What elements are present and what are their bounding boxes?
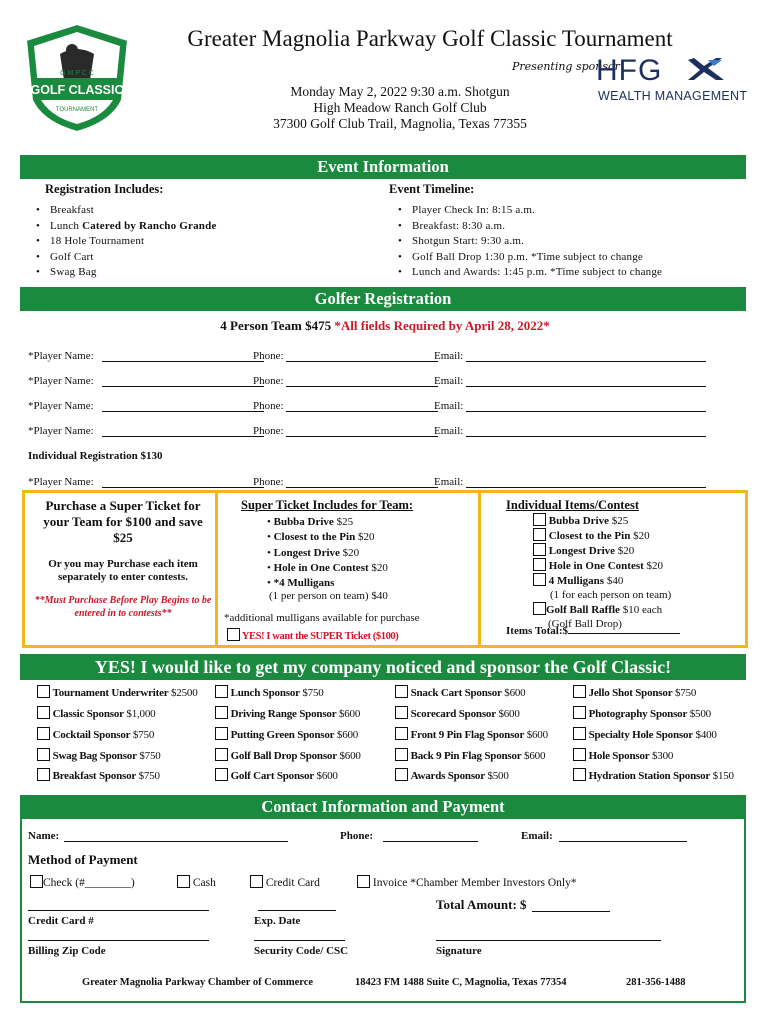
- total-amount-field[interactable]: [532, 911, 610, 912]
- check-checkbox[interactable]: [30, 875, 43, 888]
- player-name-field[interactable]: [102, 361, 264, 362]
- sponsor-option[interactable]: Swag Bag Sponsor $750: [37, 748, 161, 762]
- sponsor-checkbox[interactable]: [215, 768, 228, 781]
- sponsor-option[interactable]: Jello Shot Sponsor $750: [573, 685, 696, 699]
- items-total-field[interactable]: [568, 633, 680, 634]
- item-checkbox[interactable]: [533, 513, 546, 526]
- list-item: • Lunch and Awards: 1:45 p.m. *Time subject to change: [398, 265, 662, 281]
- super-ticket-checkbox-row[interactable]: YES! I want the SUPER Ticket ($100): [227, 628, 398, 644]
- contact-phone-field[interactable]: [383, 841, 478, 842]
- player-name-field[interactable]: [102, 436, 264, 437]
- sponsor-checkbox[interactable]: [215, 748, 228, 761]
- sponsor-checkbox[interactable]: [395, 727, 408, 740]
- phone-field[interactable]: [286, 411, 438, 412]
- required-note: *All fields Required by April 28, 2022*: [334, 318, 550, 333]
- contact-email-field[interactable]: [559, 841, 687, 842]
- email-field[interactable]: [466, 361, 706, 362]
- payment-credit-option[interactable]: Credit Card: [250, 875, 320, 889]
- sponsor-logo-text: HFG: [596, 54, 663, 87]
- sponsor-checkbox[interactable]: [395, 768, 408, 781]
- golfer-registration-bar: Golfer Registration: [20, 287, 746, 311]
- player-name-field[interactable]: [102, 487, 264, 488]
- method-of-payment-heading: Method of Payment: [28, 852, 138, 867]
- sponsor-option[interactable]: Driving Range Sponsor $600: [215, 706, 360, 720]
- event-details: [240, 84, 560, 132]
- signature-field[interactable]: [436, 940, 661, 941]
- list-item[interactable]: Hole in One Contest $20: [533, 558, 671, 573]
- email-field[interactable]: [466, 436, 706, 437]
- sponsor-option[interactable]: Golf Ball Drop Sponsor $600: [215, 748, 361, 762]
- super-ticket-offer: Purchase a Super Ticket for your Team for $100 and save $25 Or you may Purchase each item separately to enter contests. **Must Purchase Before Play Begins to be entered in to contests**: [34, 498, 212, 619]
- sponsor-checkbox[interactable]: [37, 748, 50, 761]
- list-item: • Golf Ball Drop 1:30 p.m. *Time subject to change: [398, 250, 662, 266]
- sponsor-option[interactable]: Tournament Underwriter $2500: [37, 685, 198, 699]
- list-item: • Longest Drive $20: [267, 546, 360, 559]
- sponsor-checkbox[interactable]: [215, 727, 228, 740]
- individual-registration-title: Individual Registration $130: [28, 450, 163, 462]
- sponsor-option[interactable]: Specialty Hole Sponsor $400: [573, 727, 717, 741]
- sponsor-checkbox[interactable]: [37, 768, 50, 781]
- payment-check-option[interactable]: Check (#________): [30, 875, 135, 889]
- svg-text:GOLF CLASSIC: GOLF CLASSIC: [30, 83, 124, 97]
- contact-name-field[interactable]: [64, 841, 288, 842]
- player-row-4: *Player Name: Phone: Email:: [28, 423, 706, 439]
- sponsor-option[interactable]: Hydration Station Sponsor $150: [573, 768, 734, 782]
- event-timeline-list: [398, 203, 662, 281]
- player-row-1: *Player Name: Phone: Email:: [28, 348, 706, 364]
- security-code-label: Security Code/ CSC: [254, 945, 349, 957]
- phone-field[interactable]: [286, 436, 438, 437]
- sponsor-option[interactable]: Front 9 Pin Flag Sponsor $600: [395, 727, 548, 741]
- email-field[interactable]: [466, 411, 706, 412]
- list-item: • *4 Mulligans: [267, 577, 335, 590]
- email-label: Email:: [521, 830, 553, 842]
- event-venue: High Meadow Ranch Golf Club: [313, 100, 487, 115]
- sponsor-checkbox[interactable]: [573, 768, 586, 781]
- email-field[interactable]: [466, 487, 706, 488]
- list-item: • Swag Bag: [36, 265, 217, 281]
- individual-player-row: *Player Name: Phone: Email:: [28, 474, 706, 490]
- sponsor-option[interactable]: Awards Sponsor $500: [395, 768, 509, 782]
- sponsor-checkbox[interactable]: [215, 685, 228, 698]
- total-amount-label: Total Amount: $: [436, 897, 527, 912]
- name-label: Name:: [28, 830, 60, 842]
- sponsor-option[interactable]: Cocktail Sponsor $750: [37, 727, 154, 741]
- credit-card-checkbox[interactable]: [250, 875, 263, 888]
- svg-text:TOURNAMENT: TOURNAMENT: [55, 107, 99, 113]
- mulligan-note: (1 per person on team) $40: [269, 590, 388, 602]
- presenting-sponsor-label: Presenting sponsor: [512, 60, 620, 73]
- super-ticket-checkbox[interactable]: [227, 628, 240, 641]
- super-ticket-box: [22, 490, 748, 648]
- list-item[interactable]: Longest Drive $20: [533, 543, 671, 558]
- list-item: • Hole in One Contest $20: [267, 561, 388, 574]
- list-item[interactable]: Closest to the Pin $20: [533, 528, 671, 543]
- golf-classic-logo: [20, 22, 134, 134]
- signature-label: Signature: [436, 945, 482, 957]
- super-ticket-includes-heading: Super Ticket Includes for Team:: [241, 498, 414, 512]
- player-name-field[interactable]: [102, 411, 264, 412]
- item-checkbox[interactable]: [533, 573, 546, 586]
- hfg-logo-mark-icon: [686, 56, 726, 84]
- super-ticket-includes-list: [267, 515, 388, 591]
- list-item: • Player Check In: 8:15 a.m.: [398, 203, 662, 219]
- item-checkbox[interactable]: [533, 558, 546, 571]
- sponsor-option[interactable]: Back 9 Pin Flag Sponsor $600: [395, 748, 545, 762]
- sponsor-option[interactable]: Breakfast Sponsor $750: [37, 768, 160, 782]
- list-item: • Breakfast: [36, 203, 217, 219]
- list-item: • Golf Cart: [36, 250, 217, 266]
- item-checkbox[interactable]: [533, 528, 546, 541]
- phone-label: Phone:: [340, 830, 373, 842]
- event-address: 37300 Golf Club Trail, Magnolia, Texas 77355: [273, 116, 527, 131]
- footer-org: Greater Magnolia Parkway Chamber of Commerce: [82, 977, 314, 988]
- phone-field[interactable]: [286, 361, 438, 362]
- sponsor-option[interactable]: Scorecard Sponsor $600: [395, 706, 520, 720]
- phone-field[interactable]: [286, 386, 438, 387]
- list-item[interactable]: Bubba Drive $25: [533, 513, 671, 528]
- payment-invoice-option[interactable]: Invoice *Chamber Member Investors Only*: [357, 875, 577, 889]
- sponsor-tagline: WEALTH MANAGEMENT: [598, 89, 748, 103]
- billing-zip-field[interactable]: [28, 940, 209, 941]
- sponsor-option[interactable]: Classic Sponsor $1,000: [37, 706, 155, 720]
- email-field[interactable]: [466, 386, 706, 387]
- player-name-field[interactable]: [102, 386, 264, 387]
- sponsor-bar: YES! I would like to get my company noticed and sponsor the Golf Classic!: [20, 654, 746, 680]
- sponsor-option[interactable]: Lunch Sponsor $750: [215, 685, 324, 699]
- registration-includes-heading: Registration Includes:: [45, 182, 164, 196]
- svg-text:G M P C C: G M P C C: [60, 70, 94, 77]
- list-item: • Breakfast: 8:30 a.m.: [398, 219, 662, 235]
- sponsor-checkbox[interactable]: [395, 748, 408, 761]
- item-checkbox[interactable]: [533, 543, 546, 556]
- mulligan-each-note: (1 for each person on team): [550, 589, 672, 601]
- footer-address: 18423 FM 1488 Suite C, Magnolia, Texas 77354: [355, 977, 567, 988]
- raffle-note: (Golf Ball Drop): [548, 618, 622, 630]
- contact-payment-frame: [20, 795, 746, 1003]
- player-row-2: *Player Name: Phone: Email:: [28, 373, 706, 389]
- list-item: • Bubba Drive $25: [267, 516, 354, 528]
- list-item: • Lunch Catered by Rancho Grande: [36, 219, 217, 235]
- team-price-line: 4 Person Team $475 *All fields Required by April 28, 2022*: [220, 318, 550, 333]
- sponsor-checkbox[interactable]: [37, 685, 50, 698]
- event-timeline-heading: Event Timeline:: [389, 182, 475, 196]
- sponsor-checkbox[interactable]: [395, 706, 408, 719]
- page-title: Greater Magnolia Parkway Golf Classic Tournament: [187, 26, 673, 51]
- credit-card-label: Credit Card #: [28, 915, 94, 927]
- registration-includes-list: [36, 203, 217, 281]
- list-item: • Shotgun Start: 9:30 a.m.: [398, 234, 662, 250]
- sponsor-checkbox[interactable]: [37, 706, 50, 719]
- individual-items-list: [533, 513, 671, 631]
- player-row-3: *Player Name: Phone: Email:: [28, 398, 706, 414]
- phone-field[interactable]: [286, 487, 438, 488]
- additional-mulligans-note: *additional mulligans available for purchase: [224, 612, 420, 624]
- list-item: • Closest to the Pin $20: [267, 531, 375, 544]
- cash-checkbox[interactable]: [177, 875, 190, 888]
- exp-date-label: Exp. Date: [254, 915, 301, 927]
- exp-date-field[interactable]: [258, 910, 336, 911]
- items-total: Items Total:$: [506, 624, 680, 638]
- list-item[interactable]: 4 Mulligans $40: [533, 573, 671, 588]
- sponsor-option[interactable]: Hole Sponsor $300: [573, 748, 673, 762]
- event-date: Monday May 2, 2022 9:30 a.m. Shotgun: [290, 84, 510, 99]
- sponsor-checkbox[interactable]: [215, 706, 228, 719]
- contact-payment-bar: Contact Information and Payment: [20, 795, 746, 819]
- sponsor-checkbox[interactable]: [573, 727, 586, 740]
- sponsor-option[interactable]: Photography Sponsor $500: [573, 706, 711, 720]
- sponsor-checkbox[interactable]: [573, 706, 586, 719]
- individual-items-heading: Individual Items/Contest: [506, 498, 640, 512]
- sponsor-option[interactable]: Putting Green Sponsor $600: [215, 727, 358, 741]
- list-item[interactable]: Golf Ball Raffle $10 each: [533, 602, 671, 617]
- list-item: • 18 Hole Tournament: [36, 234, 217, 250]
- sponsor-checkbox[interactable]: [573, 748, 586, 761]
- sponsor-checkbox[interactable]: [395, 685, 408, 698]
- sponsor-checkbox[interactable]: [37, 727, 50, 740]
- sponsor-option[interactable]: Golf Cart Sponsor $600: [215, 768, 338, 782]
- sponsor-checkbox[interactable]: [573, 685, 586, 698]
- credit-card-number-field[interactable]: [28, 910, 209, 911]
- event-information-bar: Event Information: [20, 155, 746, 179]
- item-checkbox[interactable]: [533, 602, 546, 615]
- security-code-field[interactable]: [254, 940, 345, 941]
- payment-cash-option[interactable]: Cash: [177, 875, 216, 889]
- footer-phone: 281-356-1488: [626, 977, 686, 988]
- sponsor-option[interactable]: Snack Cart Sponsor $600: [395, 685, 525, 699]
- invoice-checkbox[interactable]: [357, 875, 370, 888]
- billing-zip-label: Billing Zip Code: [28, 945, 106, 957]
